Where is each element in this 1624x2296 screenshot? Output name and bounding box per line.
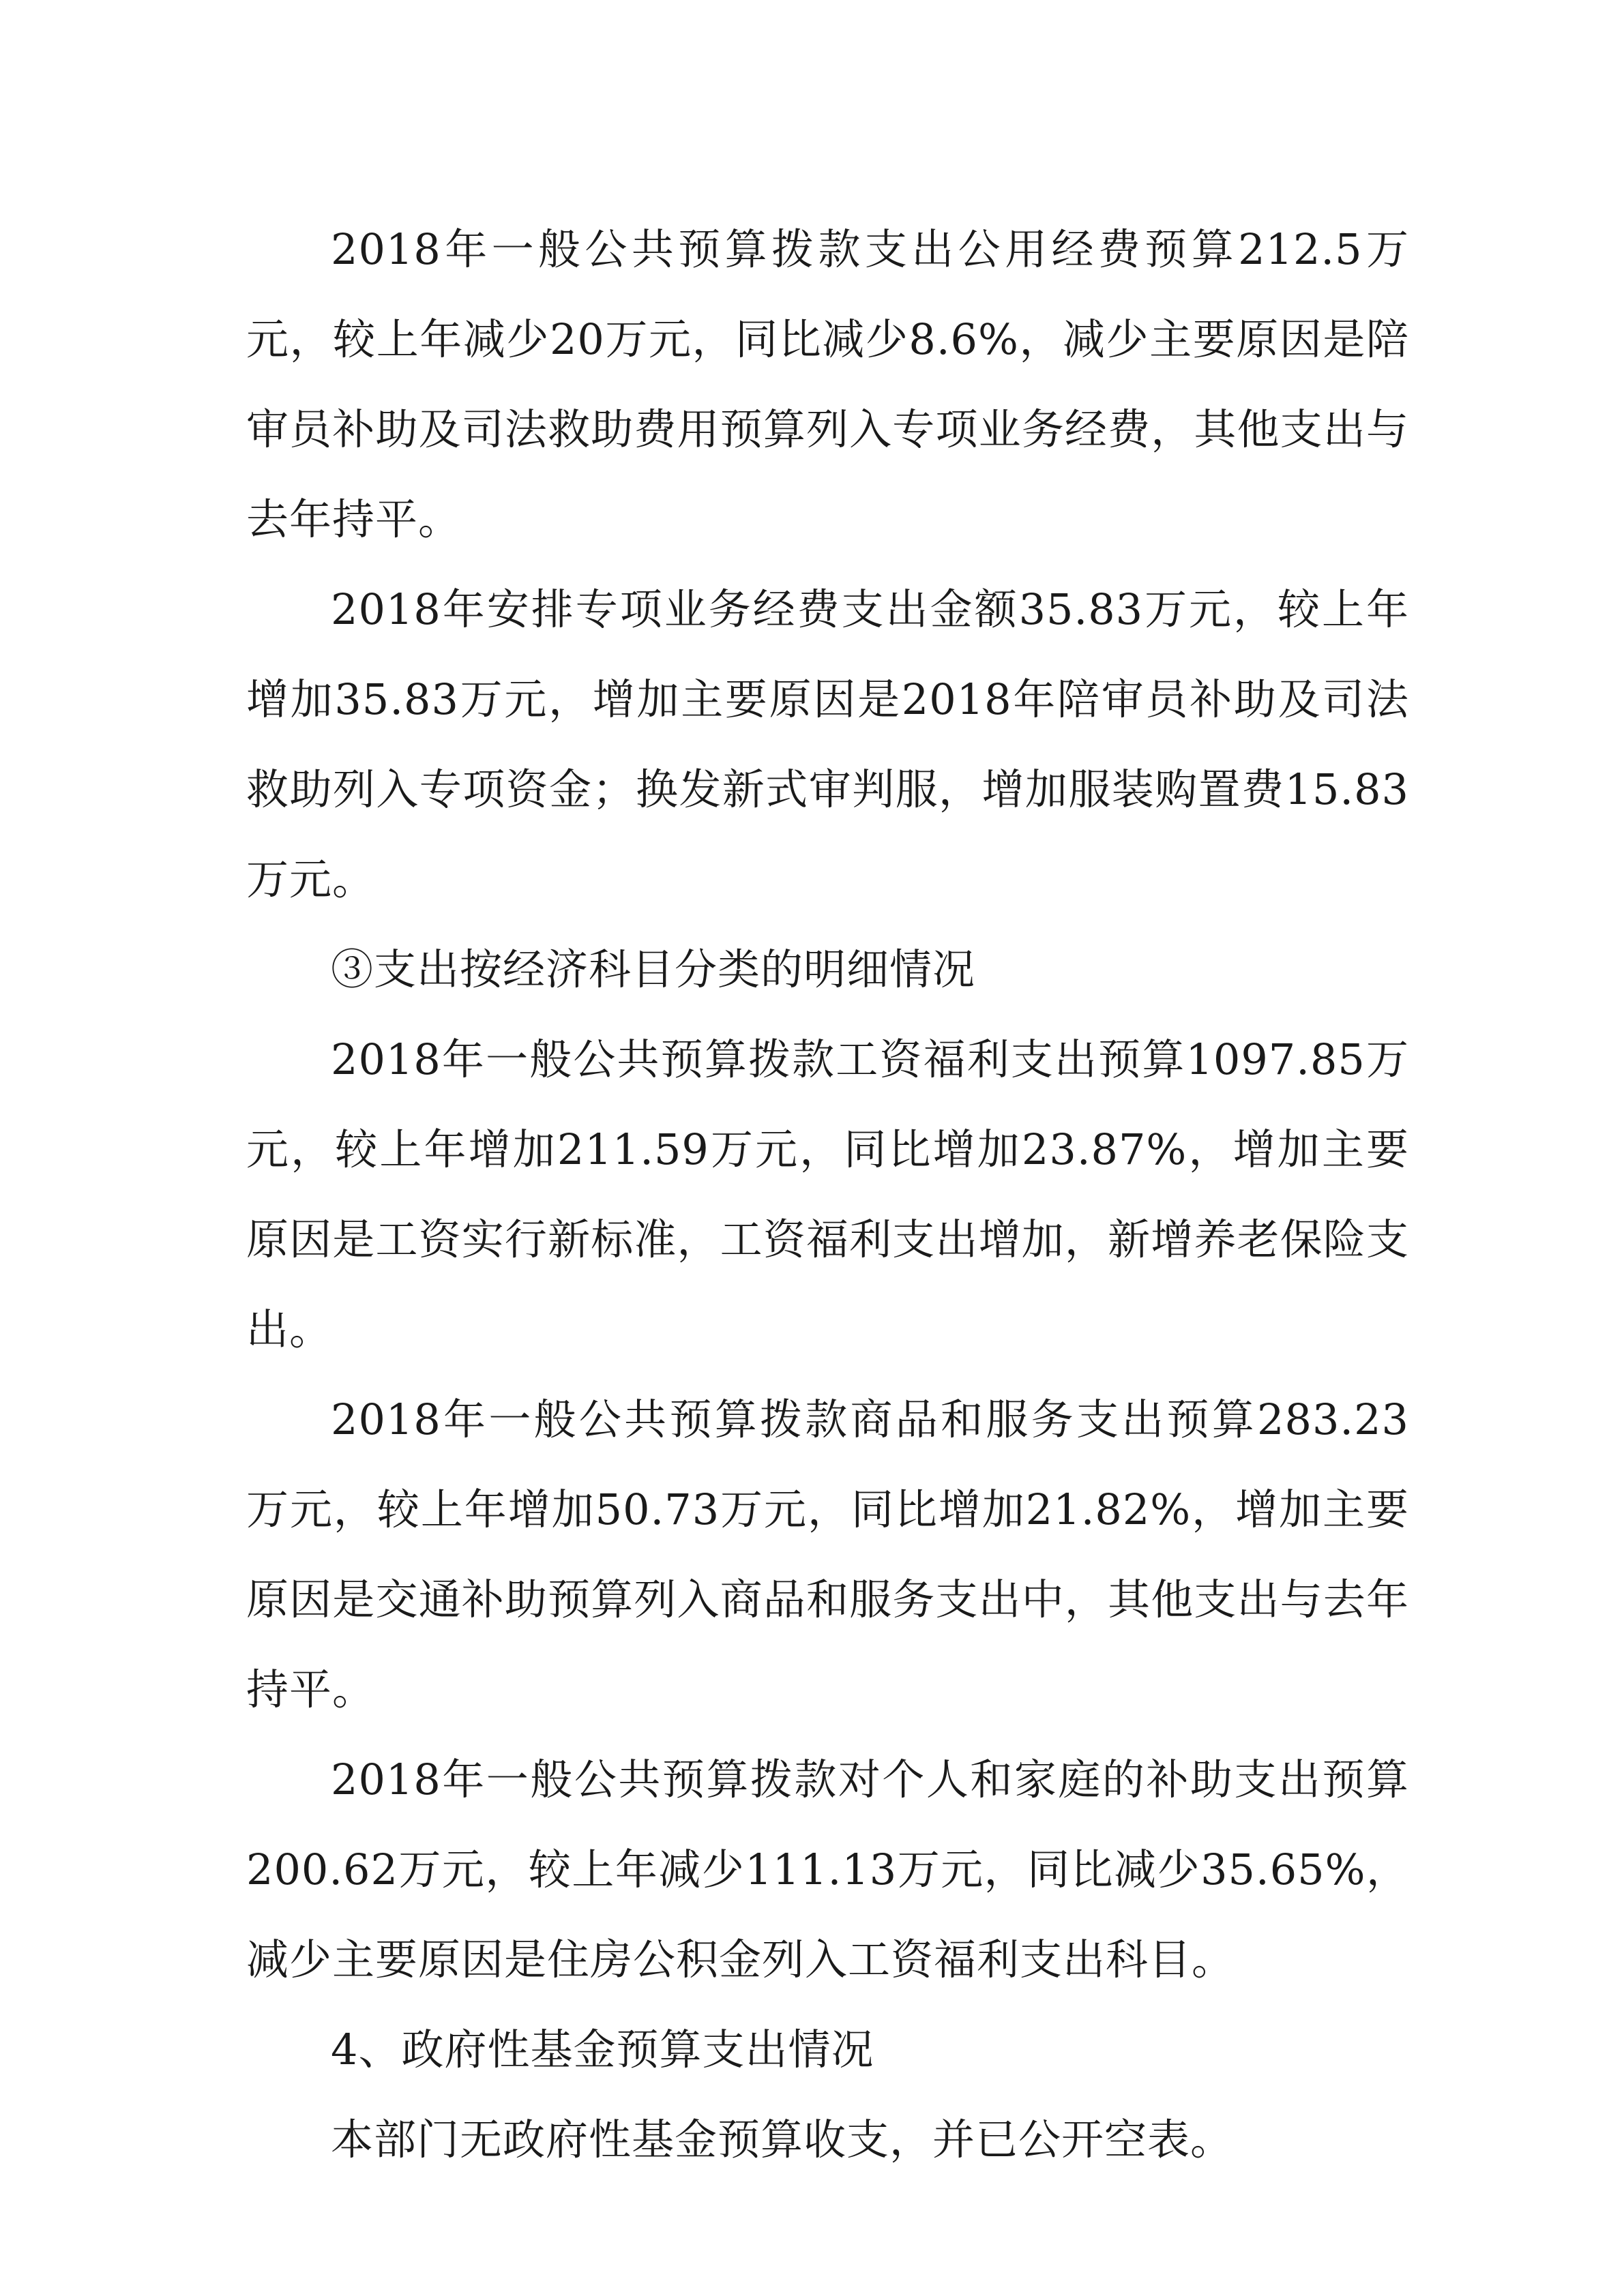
paragraph-public-expense: 2018年一般公共预算拨款支出公用经费预算212.5万元，较上年减少20万元，同比减少8.6%，减少主要原因是陪审员补助及司法救助费用预算列入专项业务经费，其他支出与去年持平。 (246, 224, 1409, 544)
paragraph-individual-household-subsidy: 2018年一般公共预算拨款对个人和家庭的补助支出预算200.62万元，较上年减少111.13万元，同比减少35.65%，减少主要原因是住房公积金列入工资福利支出科目。 (246, 1755, 1409, 1984)
document-body (246, 205, 1409, 2185)
paragraph-special-business-expense: 2018年安排专项业务经费支出金额35.83万元，较上年增加35.83万元，增加主要原因是2018年陪审员补助及司法救助列入专项资金；换发新式审判服，增加服装购置费15.83万元。 (246, 584, 1409, 904)
paragraph-goods-services: 2018年一般公共预算拨款商品和服务支出预算283.23万元，较上年增加50.73万元，同比增加21.82%，增加主要原因是交通补助预算列入商品和服务支出中，其他支出与去年持平。 (246, 1395, 1409, 1714)
paragraph-salary-welfare: 2018年一般公共预算拨款工资福利支出预算1097.85万元，较上年增加211.59万元，同比增加23.87%，增加主要原因是工资实行新标准，工资福利支出增加，新增养老保险支出。 (246, 1034, 1409, 1354)
section-heading-government-fund: 4、政府性基金预算支出情况 (331, 2025, 874, 2074)
paragraph-no-government-fund: 本部门无政府性基金预算收支，并已公开空表。 (331, 2115, 1234, 2164)
section-heading-economic-classification: ③支出按经济科目分类的明细情况 (331, 944, 976, 994)
